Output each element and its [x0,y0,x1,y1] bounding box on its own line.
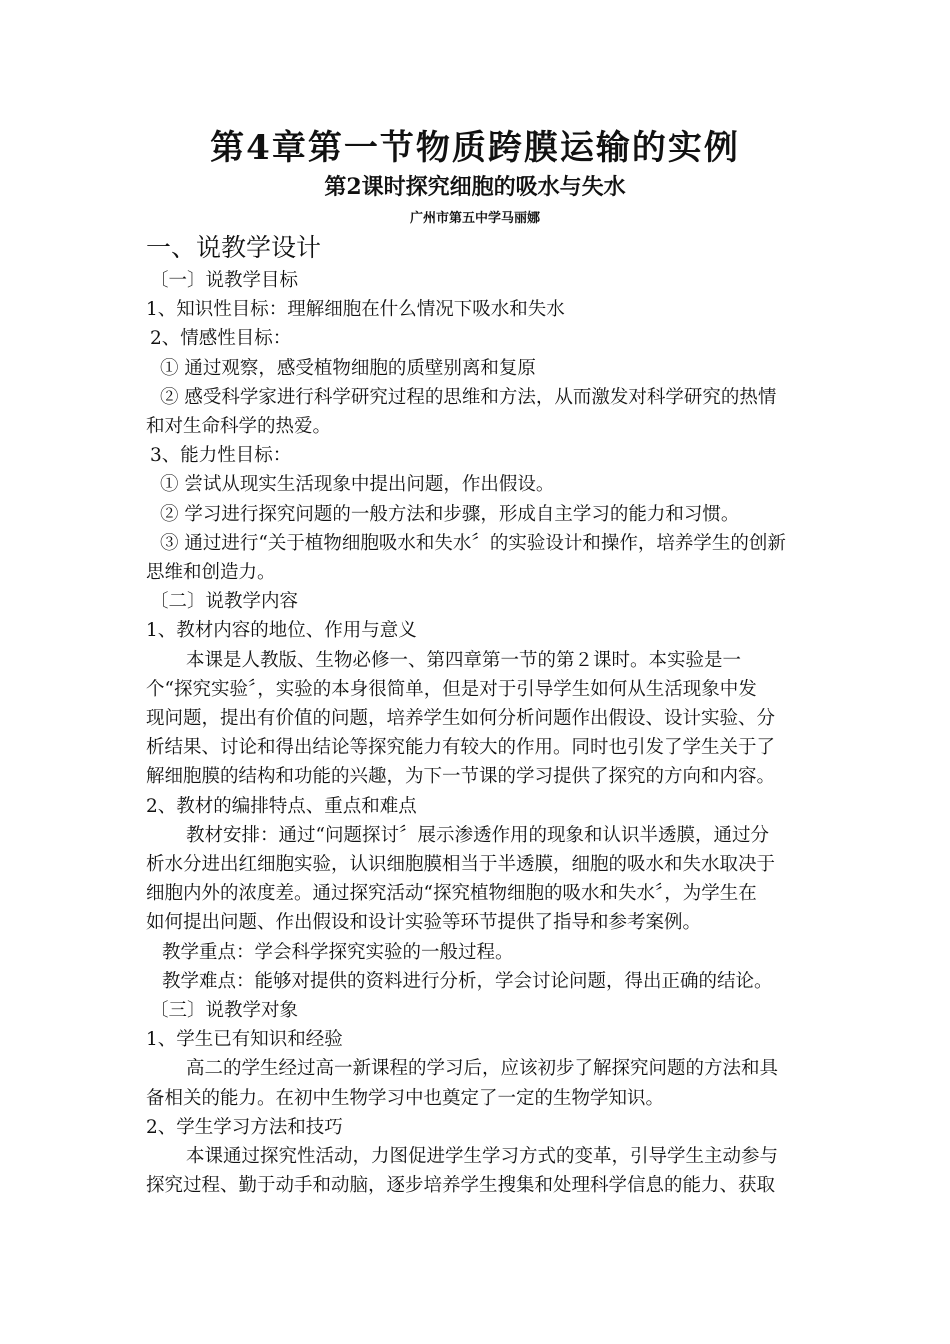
paragraph-line: 教材安排：通过“问题探讨〞展示渗透作用的现象和认识半透膜，通过分 [186,824,769,846]
knowledge-objective: 1、知识性目标：理解细胞在什么情况下吸水和失水 [146,299,565,321]
paragraph-line: 如何提出问题、作出假设和设计实验等环节提供了指导和参考案例。 [146,912,702,934]
audience-subheading-2: 2、学生学习方法和技巧 [146,1116,343,1138]
list-item-continuation: 思维和创造力。 [146,562,276,584]
list-item: ① 通过观察，感受植物细胞的质壁别离和复原 [160,357,536,379]
paragraph-line: 高二的学生经过高一新课程的学习后，应该初步了解探究问题的方法和具 [186,1058,779,1080]
paragraph-line: 备相关的能力。在初中生物学习中也奠定了一定的生物学知识。 [146,1087,665,1109]
paragraph-line: 析结果、讨论和得出结论等探究能力有较大的作用。同时也引发了学生关于了 [146,737,776,759]
paragraph-line: 探究过程、勤于动手和动脑，逐步培养学生搜集和处理科学信息的能力、获取 [146,1175,776,1197]
subsection-heading-objectives: 〔一〕说教学目标 [150,270,299,291]
audience-subheading-1: 1、学生已有知识和经验 [146,1029,343,1051]
page-subtitle: 第2课时探究细胞的吸水与失水 [324,174,626,200]
list-item: ② 学习进行探究问题的一般方法和步骤，形成自主学习的能力和习惯。 [160,503,740,525]
list-item-continuation: 和对生命科学的热爱。 [146,416,332,438]
paragraph-line: 个“探究实验〞，实验的本身很简单，但是对于引导学生如何从生活现象中发 [146,678,757,700]
content-subheading-1: 1、教材内容的地位、作用与意义 [146,620,417,642]
paragraph-line: 解细胞膜的结构和功能的兴趣，为下一节课的学习提供了探究的方向和内容。 [146,766,776,788]
author-line: 广州市第五中学马丽娜 [409,211,540,226]
paragraph-line: 现问题，提出有价值的问题，培养学生如何分析问题作出假设、设计实验、分 [146,708,776,730]
subsection-heading-audience: 〔三〕说教学对象 [150,1000,299,1022]
document-body [146,230,806,1201]
key-point: 教学重点：学会科学探究实验的一般过程。 [162,941,514,963]
section-heading: 一、说教学设计 [146,233,322,262]
list-item: ③ 通过进行“关于植物细胞吸水和失水〞的实验设计和操作，培养学生的创新 [160,532,786,554]
list-item: ① 尝试从现实生活现象中提出问题，作出假设。 [160,474,555,496]
ability-objective: 3、能力性目标： [150,445,292,467]
paragraph-line: 析水分进出红细胞实验，认识细胞膜相当于半透膜，细胞的吸水和失水取决于 [146,854,776,876]
list-item: ② 感受科学家进行科学研究过程的思维和方法，从而激发对科学研究的热情 [160,386,777,408]
subsection-heading-content: 〔二〕说教学内容 [150,591,299,613]
paragraph-line: 细胞内外的浓度差。通过探究活动“探究植物细胞的吸水和失水〞，为学生在 [146,883,757,905]
paragraph-line: 本课通过探究性活动，力图促进学生学习方式的变革，引导学生主动参与 [186,1146,779,1168]
emotion-objective: 2、情感性目标： [150,328,292,350]
difficulty-point: 教学难点：能够对提供的资料进行分析，学会讨论问题，得出正确的结论。 [162,970,773,992]
content-subheading-2: 2、教材的编排特点、重点和难点 [146,795,417,817]
paragraph-line: 本课是人教版、生物必修一、第四章第一节的第２课时。本实验是一 [186,649,742,671]
page-title: 第4章第一节物质跨膜运输的实例 [210,128,740,168]
